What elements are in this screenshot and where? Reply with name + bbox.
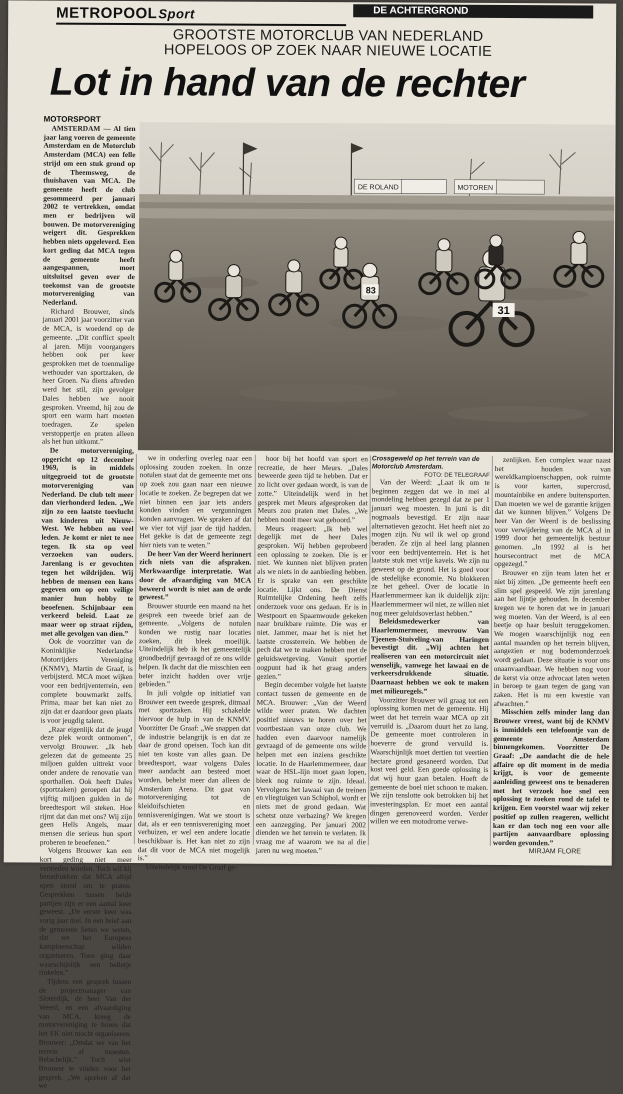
article-column-2 <box>138 454 252 847</box>
byline: MIRJAM FLORE <box>529 848 581 855</box>
paragraph: „Raar eigenlijk dat de jeugd deze plek wordt ontnomen”, vervolgt Brouwer. „Ik heb gelezen dat de gemeente 25 miljoen gulden uittrekt voor onder andere de renovatie van sporthallen. Ook heeft Dales (sportzaken) geroepen dat hij vijftig miljoen gulden in de breedtesport wil steken. Hoe rijmt dat dan met ons? Wij zijn geen Hells Angels, maar mensen die serieus hun sport proberen te beoefenen.” <box>40 725 133 847</box>
section-label: DE ACHTERGROND <box>353 4 593 18</box>
kicker-line-1: GROOTSTE MOTORCLUB VAN NEDERLAND <box>78 28 578 46</box>
paragraph: Richard Brouwer, sinds januari 2001 jaar voorzitter van de MCA, is woedend op de gemeente. „Dit conflict speelt al jaren. Mijn voorgangers hebben ook per keer gesprokken met de toenmalige wethouder van sportzaken, de heer Groen. Na diens aftreden werd het stil, zijn gevolger Dales hebben we nooit gesproken. Vreemd, hij zou de sport een warm hart moeten toedragen. Ze spelen verstoppertje en praten alleen als het hun uitkomt.” <box>42 307 135 447</box>
paragraph: Brouwer stuurde een maand na het gesprek een tweede brief aan de gemeente. „Volgens de notulen konden we rustig naar locaties zoeken, dit bleek moeilijk. Uiteindelijk heb ik het gemeentelijk grondbedrijf gevraagd of ze ons wilde helpen. Ik dacht dat die misschien een beter inzicht hadden over vrije gebieden.” <box>139 602 251 690</box>
race-number-31: 31 <box>497 305 509 317</box>
article-column-1 <box>40 125 136 843</box>
masthead-name: METROPOOL <box>56 5 157 23</box>
paragraph: AMSTERDAM — Al tien jaar lang voeren de gemeente Amsterdam en de Motorclub Amsterdam (MCA) een felle strijd om een stuk grond op de Theemsweg, de thuishaven van MCA. De gemeente heeft de club gesommeerd per januari 2002 te vertrekken, omdat men er bedrijven wil bouwen. De motorvereniging weigert dit. Gesprekken hebben niets opgeleverd. Een kort geding dat MCA tegen de gemeente heeft aangespannen, moet uitsluitsel geven over de toekomst van de grootste motorvereniging van Nederland. <box>43 125 136 308</box>
paragraph: Beleidsmedewerker van Haarlemmermeer, mevrouw Van Tjeenen-Stuiveling-van Haringen bevestigt dit. „Wij achten het realiseren van een motorcircuit niet wenselijk, vanwege het lawaai en de verkeersdrukkende situatie. Daarnaast hebben we ook te maken met milieuregels.” <box>371 618 489 697</box>
photo-caption <box>372 455 490 480</box>
motocross-photo <box>138 122 615 452</box>
paragraph: Misschien zelfs minder lang dan Brouwer vreest, want bij de KNMV is inmiddels een telefoontje van de gemeente Amsterdam binnengekomen. Voorzitter De Graaf: „De aandacht die de hele affaire op dit moment in de media krijgt, is voor de gemeente aanleiding geweest ons te benaderen met het verzoek hoe snel een oplossing te zoeken rond de tafel te krijgen. Een voorstel waar wij zeker positief op zullen reageren, wellicht kan er dan toch nog een voor alle partijen aanvaardbare oplossing worden gevonden.” <box>493 708 610 848</box>
race-number-83: 83 <box>366 285 376 295</box>
kicker <box>78 28 578 61</box>
paragraph: zenlijken. Een complex waar naast het houden van wereldkampioenschappen, ook ruimte is voor karten, supercrosd, mountainbike en andere buitensporten. Dan moeten we wel de garantie krijgen dat we kunnen blijven.” Volgens De heer Van der Weerd is de beslissing voor verwijdering van de MCA al in 1999 door het gemeentelijk bestuur genomen. „In 1992 al is het hoursecontract met de MCA opgezegd.” <box>494 456 611 570</box>
masthead-rule <box>56 23 346 27</box>
caption-credit: FOTO: DE TELEGRAAF <box>372 471 490 480</box>
paragraph: Tijdens een gesprek tussen de projectmanager van Sloterdijk, de heer Van der Weerd, en een afvaardiging van MCA, kreeg de motorvereniging te horen dat het EK niet mocht organiseren. Brouwer: „Omdat we van het terrein af moesten. Belachelijk.” Toch wist Brouwer te vinden voor het gesprek. „We spreken af dat we <box>39 977 132 1091</box>
column-rule <box>134 454 137 844</box>
paragraph: we in onderling overleg naar een oplossing zouden zoeken. In onze notulen staat dat de gemeente met ons op zoek zou gaan naar een nieuwe locatie te zoeken. Ze begrepen dat we niet binnen een jaar iets anders konden vinden en vergunningen konden aanvragen. We spraken af dat we vier tot vijf jaar de tijd hadden. Het gekke is dat de gemeente zegt hier niets van te weten.” <box>139 454 251 550</box>
banner-text-1: DE ROLAND <box>358 184 399 191</box>
article-column-4 <box>370 478 490 848</box>
article-column-3 <box>256 455 368 848</box>
paragraph: De heer Van der Weerd herinnert zich niets van die afspraken. Merkwaardige interpretatie. Wat door de afvaardiging van MCA beweerd wordt is niet aan de orde geweest.” <box>139 550 251 603</box>
masthead <box>56 5 195 23</box>
newspaper-page <box>4 0 617 865</box>
paragraph: Ook de voorzitter van de Koninklijke Nederlandse Motorrijders Vereniging (KNMV), Martin de Graaf, is verbijsterd. MCA moet wijken voor een bedrijventerrein, een complete bouwmarkt zelfs. Prima, maar bet kan niet zo zijn dat er daardoor geen plaats is voor jeugdig talent. <box>40 638 132 726</box>
rubric-label: MOTORSPORT <box>44 115 101 124</box>
paragraph: Begin december volgde het laatste contact tussen de gemeente en de MCA. Brouwer: „Van der Weerd wilde weer praten. We dachten positief nieuws te horen over het voortbestaan van onze club. We hadden even daarvoor namelijk gevraagd of de gemeente ons wilde helpen met een inziens geschikte locatie. In de Haarlemmermeer, daar waar de HSL-lijn moet gaan lopen, bleek nog ruimte te zijn. Ideaal. Vervolgens het lawaai van de treinen en vliegtuigen van Schiphol, wordt er niets met de grond gedaan. Wat schetst onze verbazing? We kregen een aanzegging. Per januari 2002 dienden we het terrein te verlaten. Ik vraag me af waarom we na al die jaren nu weg moeten.” <box>256 681 367 856</box>
motocross-photo-image <box>138 122 615 452</box>
headline: Lot in hand van de rechter <box>50 61 610 108</box>
paragraph: Van der Weerd: „Laat ik om te beginnen zeggen dat we in mei al mondeling hebben gezegd dat ze per 1 januari weg moesten. In juni is dit nogmaals bevestigd. Er zijn naar alternatieven gezocht. Het heeft niet zo mogen zijn. Nu wil ik wel op grond beraden. Ze zijn al heel lang plannen voor een bedrijventerrein. Het is het laatste stuk met vrije kavels. We zijn nu geweest op de grond. Het is goed voor de stedelijke economie. Nu blokkeren ze het geheel. Over de locatie in Haarlemmermeer kan ik duidelijk zijn: Haarlemmermeer wil niet, ze willen niet nog meer geluidsoverlast hebben.” <box>371 478 490 618</box>
paragraph: In juli volgde op initiatief van Brouwer een tweede gesprek, ditmaal met sportzaken. Hij schakelde hiervoor de hulp in van de KNMV. Voorzitter De Graaf: „We snappen dat de industrie belangrijk is en dat ze daar de grond opeisen. Toch kan dit niet ten koste van alles gaan. De breedtesport, waar volgens Dales meer aandacht aan besteed moet worden, behelst meer dan alleen de Amsterdam Arena. Dit gaat van motorvereniging tot de kleidoifschieten en tennisverenigingen. Wat we stoort is dat, als er een tennisvereniging moet verhuizen, er wel een andere locatie beschikbaar is. Het kan niet zo zijn dat dit voor de MCA niet mogelijk is.” <box>138 689 251 864</box>
masthead-sport: Sport <box>158 6 195 21</box>
kicker-line-2: HOPELOOS OP ZOEK NAAR NIEUWE LOCATIE <box>78 43 578 61</box>
paragraph: Uiteindelijk vond De Graaf ge- <box>138 863 250 872</box>
paragraph: Volgens Brouwer kan een kort geding niet meer vermeden worden. Toch wil hij benadrukken dat MCA altijd open stond om te praten. Gesprekken tussen beide partijen zijn er een aantal keer geweest. „De eerste keer was vorig jaar mei. In een brief aan de gemeente lieten we weten, dat we het Europees kampioenschap wilden organiseren. Toen ging daar waarschijnlijk een belletje rinkelen.” <box>39 847 132 978</box>
paragraph: Meurs reageert: „Ik heb wel degelijk met de heer Dales gesproken. Wij hebben geprobeerd een oplossing te zoeken. Die is er niet. We kunnen niet blijven praten als we niets in de aanbieding hebben. Er is sprake van een geschikte locatie. Lijkt ons. De Dienst Ruimtelijke Ordening heeft zelfs onderzoek voor ons gedaan. Er is in Westpoort en Spaarnwoude gekeken naar bruikbare ruimte. Die was er niet. Jammer, maar het is niet het laatste crossterrein. We hebben de pech dat we te maken hebben met de geluidswetgeving. Vanuit sportief oogpunt had ik het graag anders gezien.” <box>257 524 368 681</box>
banner-text-2: MOTOREN <box>457 185 493 192</box>
paragraph: De motorvereniging, opgericht op 12 december 1969, is in middels uitgegroeid tot de grootste motorvereniging van Nederland. De club telt meer dan vierhonderd leden. „We zijn zo een laatste toevlucht van kinderen uit Nieuw-West. We hebben nu veel leden. Je komt er niet te nee tegen. Ik sta op veel verzoeken van ouders. Jarenlang is er gevochten tegen het wildrijden. Wij hebben de mensen een kans gegeven om op een veilige manier hun hobby te beoefenen. Schijnbaar een verkeerd beleid. Laat ze maar weer op straat rijden, met alle gevolgen van dien.” <box>41 447 134 639</box>
paragraph: Voorzitter Brouwer wil graag tot een oplossing komen met de gemeente. Hij weet dat het terrein waar MCA op zit verruild is. „Daarom duurt het zo lang. De gemeente moet controleren in hoeverre de grond vervuild is. Waarschijnlijk moet dertien tot veertien hectare grond gesaneerd worden. Dat kost veel geld. Een goede oplossing is dat wij huur gaan betalen. Hoeft de gemeente de boel niet schoon te maken. We zijn tenslotte ook betrokken bij het investeringsplan. Er moet een aantal dingen gerenoveerd worden. Verder willen we een motodrome verwe- <box>370 696 489 827</box>
caption-title: Crossgeweld op het terrein van de Motorclub Amsterdam. <box>372 455 480 470</box>
paragraph: hoor bij het hoofd van sport en recreatie, de heer Meurs. „Dales beweerde geen tijd te hebben. Dat er zo licht over gedaan wordt, is van de zotte.” Uiteindelijk werd in het gesprek met Meurs afgesproken dat Meurs zou praten met Dales. „We hebben nooit meer wat gehoord.” <box>258 455 368 525</box>
paragraph: Brouwer en zijn team laten het er niet bij zitten. „De gemeente heeft een slim spel gespeeld. We zijn jarenlang aan het lijntje gehouden. In december kregen we te horen dat we in januari weg moeten. Van der Weerd, is al een beetje op haar besluit teruggekomen. We mogen waarschijnlijk nog een aantal maanden op het terrein blijven, aangezien er nog bodemonderzoek wordt gedaan. Deze situatie is voor ons onaanvaardbaar. We hebben nog voor de kerst via onze advocaat laten weten in beroep te gaan tegen de gang van zaken. Het is nu een kwestie van afwachten.” <box>494 569 611 709</box>
article-column-5 <box>493 456 611 849</box>
